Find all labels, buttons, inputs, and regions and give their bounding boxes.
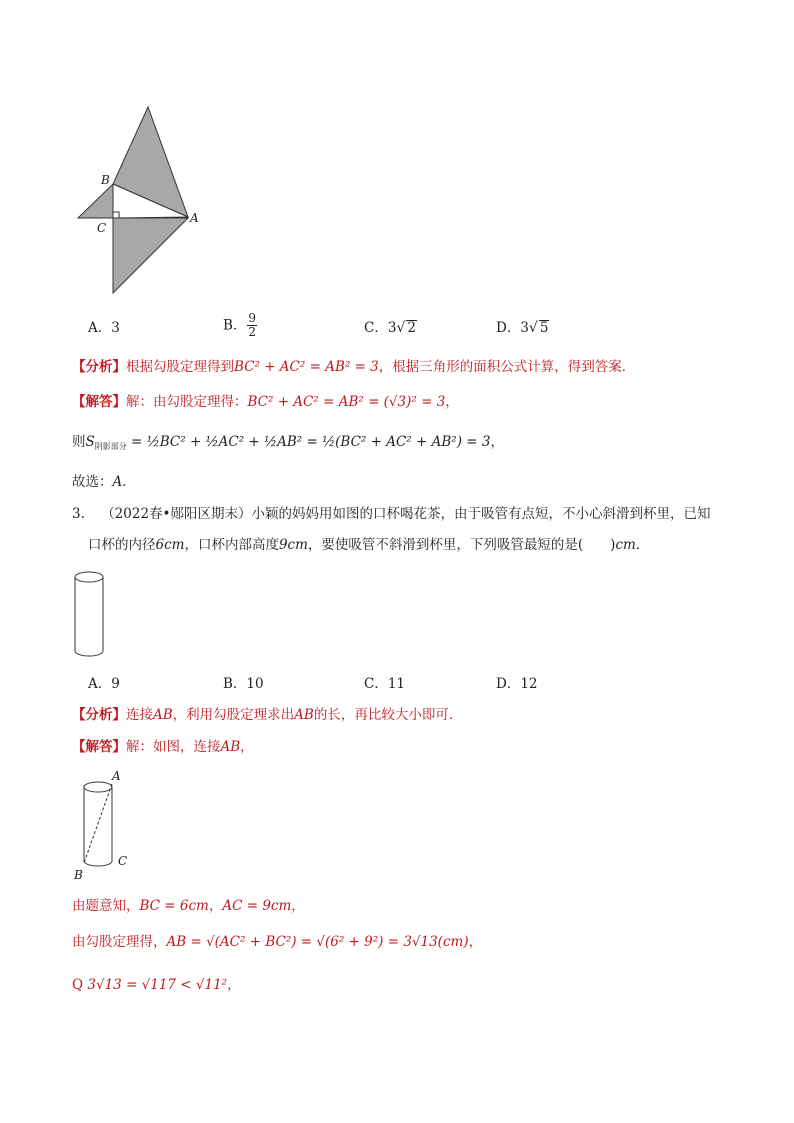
q2-area-calc: 则$S_{阴影部分}$ = ½BC² + ½AC² + ½AB² = ½(BC² + AC² + AB²) = 3，: [72, 434, 504, 451]
q2-choice: 故选：A．: [72, 474, 136, 490]
q2-label-b: B: [101, 173, 110, 187]
q3-compare-formula: 3√13 = √117 < √11²: [87, 977, 228, 993]
q3-stem-line1: 3. （2022春•郧阳区期末）小颖的妈妈用如图的口杯喝花茶，由于吸管有点短，不小心斜滑到杯里，已知: [72, 506, 711, 522]
q3-options: [88, 674, 768, 696]
q3-stem-line2: 口杯的内径6cm，口杯内部高度9cm，要使吸管不斜滑到杯里，下列吸管最短的是( )cm．: [88, 537, 650, 553]
q3-option-d[interactable]: D．12: [496, 676, 538, 692]
q2-solution-formula: BC² + AC² = AB² = (√3)² = 3: [247, 394, 446, 410]
q2-option-d[interactable]: D．3√ 5: [496, 320, 549, 336]
q3-option-b[interactable]: B．10: [223, 676, 264, 692]
solution-tag: 【解答】: [72, 394, 126, 410]
q3-compare: Q 3√13 = √117 < √11²，: [72, 977, 241, 993]
q3-label-c: C: [118, 854, 128, 868]
q2-label-c: C: [97, 221, 107, 235]
q3-label-b: B: [74, 868, 83, 882]
q3-cup-figure: [72, 568, 108, 660]
q2-solution: 【解答】解：由勾股定理得：BC² + AC² = AB² = (√3)² = 3，: [72, 394, 459, 410]
q3-label-a: A: [112, 769, 121, 783]
q2-label-a: A: [190, 211, 199, 225]
q3-solution: 【解答】解：如图，连接AB，: [72, 739, 254, 755]
q3-solution-figure: [70, 768, 140, 884]
q2-bottom-triangle: [113, 218, 188, 293]
q3-given: 由题意知，BC = 6cm，AC = 9cm，: [72, 898, 305, 914]
q3-option-c[interactable]: C．11: [364, 676, 406, 692]
q2-option-b-fraction: $\frac{9}{2}$: [248, 311, 257, 339]
analysis-tag: 【分析】: [72, 359, 126, 375]
q3-option-a[interactable]: A．9: [88, 676, 120, 692]
q3-analysis: 【分析】连接AB，利用勾股定理求出AB的长，再比较大小即可．: [72, 707, 463, 723]
q2-left-triangle: [78, 184, 113, 218]
q3-number: 3.: [72, 506, 85, 522]
q3-pythagoras: 由勾股定理得，AB = √(AC² + BC²) = √(6² + 9²) = 3√13(cm)，: [72, 934, 483, 950]
q2-triangle-figure: [70, 100, 210, 300]
q2-option-a[interactable]: A．3: [88, 320, 120, 336]
q3-straw-dashed-line: [84, 784, 112, 863]
q2-analysis: 【分析】根据勾股定理得到BC² + AC² = AB² = 3，根据三角形的面积公式计算，得到答案．: [72, 359, 636, 375]
q3-pythagoras-formula: AB = √(AC² + BC²) = √(6² + 9²) = 3√13(cm): [166, 934, 469, 950]
q2-area-formula: = ½BC² + ½AC² + ½AB² = ½(BC² + AC² + AB²) = 3: [131, 434, 491, 450]
q2-option-b[interactable]: B． $\frac{9}{2}$: [223, 311, 257, 339]
q2-options: [88, 311, 768, 348]
q2-option-c[interactable]: C．3√ 2: [364, 320, 416, 336]
q2-analysis-formula: BC² + AC² = AB² = 3: [234, 359, 379, 375]
